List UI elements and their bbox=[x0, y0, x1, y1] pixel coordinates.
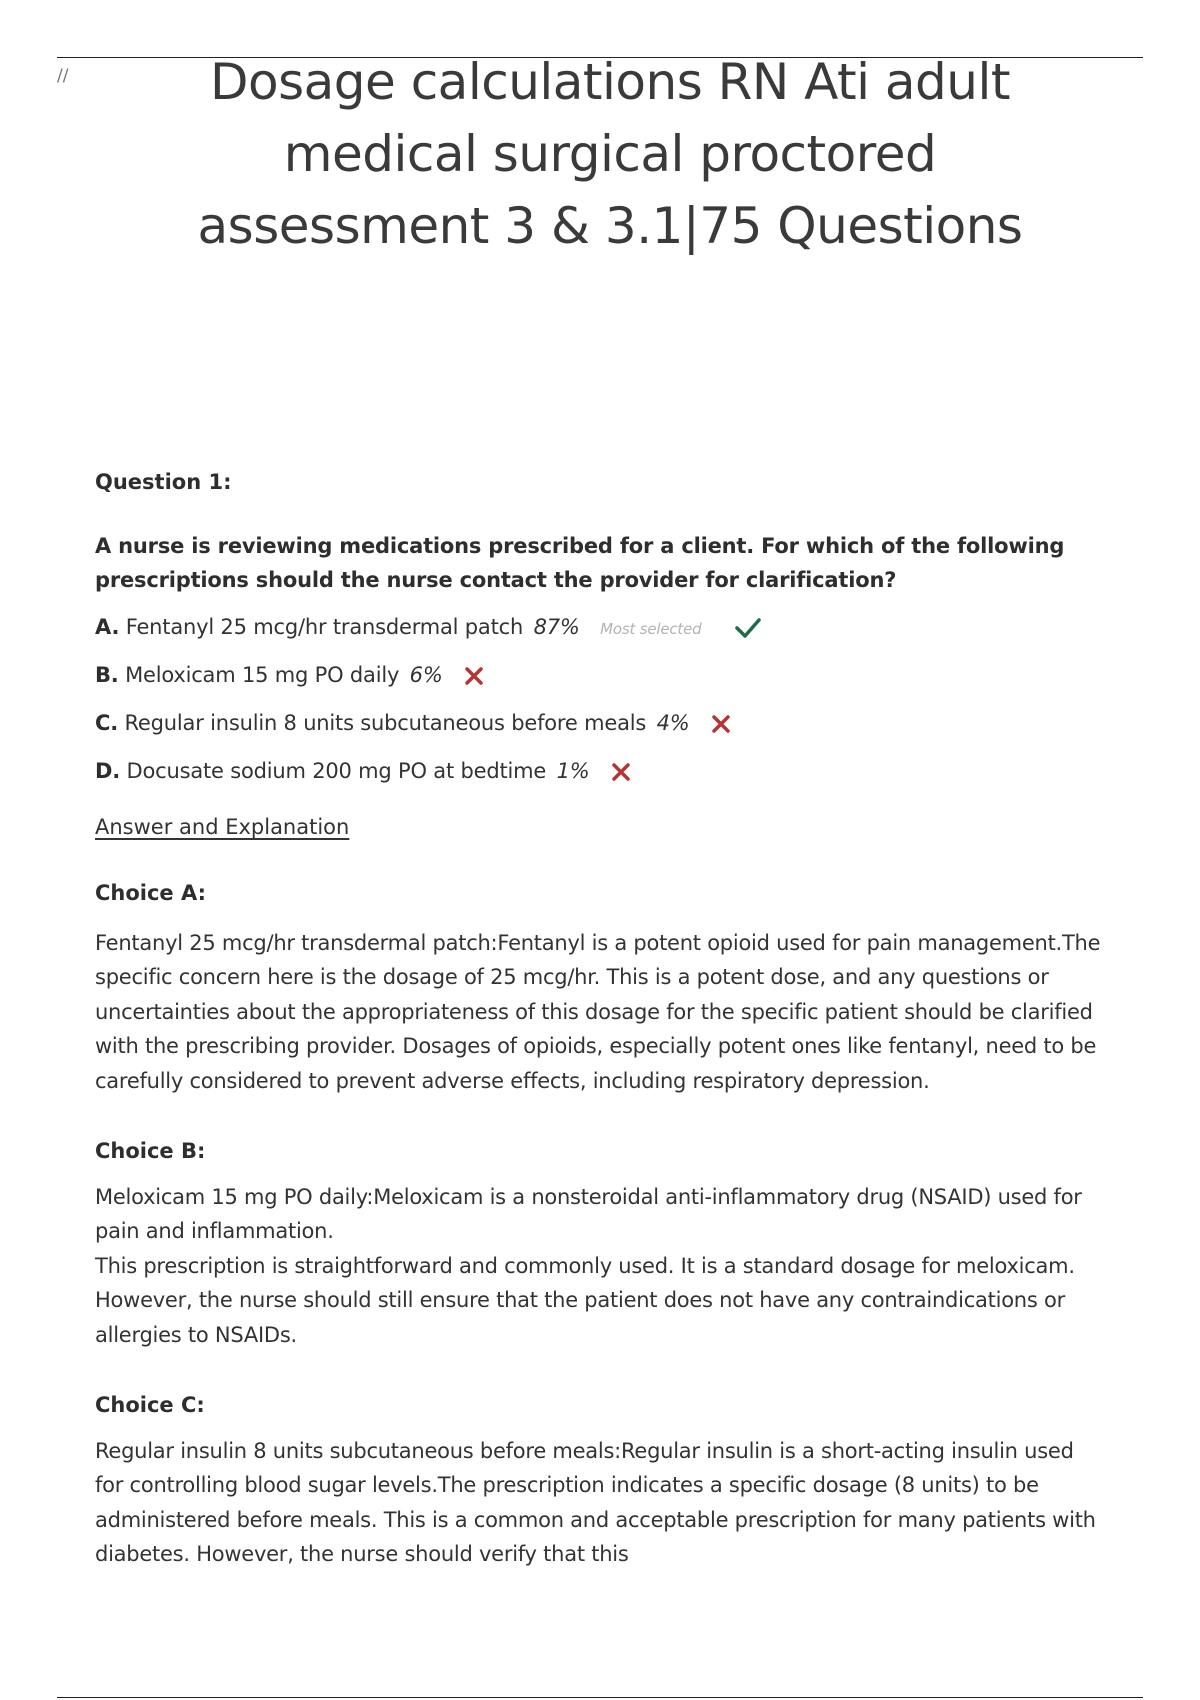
most-selected-tag: Most selected bbox=[600, 620, 702, 638]
answer-options bbox=[95, 607, 1105, 799]
option-percent: 87% bbox=[533, 615, 580, 639]
choice-b-explanation bbox=[95, 1180, 1105, 1352]
option-letter: D. bbox=[95, 759, 121, 783]
option-letter: B. bbox=[95, 663, 119, 687]
cross-icon bbox=[463, 665, 485, 687]
choice-b-paragraph-2: This prescription is straightforward and commonly used. It is a standard dosage for meloxicam. However, the nurse should still ensure that the patient does not have any contraindications or allergies to NSAIDs. bbox=[95, 1253, 1075, 1347]
choice-c-explanation: Regular insulin 8 units subcutaneous before meals:Regular insulin is a short-acting insulin used for controlling blood sugar levels.The prescription indicates a specific dosage (8 units) to be administered before meals. This is a common and acceptable prescription for many patients with diabetes. However, the nurse should verify that this bbox=[95, 1439, 1096, 1567]
option-text: Regular insulin 8 units subcutaneous before meals bbox=[124, 711, 647, 735]
page-title: Dosage calculations RN Ati adult medical surgical proctored assessment 3 & 3.1|75 Questions bbox=[197, 53, 1023, 255]
question-heading: Question 1: bbox=[95, 470, 232, 494]
cross-icon bbox=[710, 713, 732, 735]
option-percent: 4% bbox=[656, 711, 690, 735]
option-percent: 6% bbox=[409, 663, 443, 687]
answer-explanation-link[interactable]: Answer and Explanation bbox=[95, 815, 350, 839]
option-d[interactable] bbox=[95, 751, 1105, 799]
option-text: Fentanyl 25 mcg/hr transdermal patch bbox=[125, 615, 524, 639]
option-b[interactable] bbox=[95, 655, 1105, 703]
header-marker: // bbox=[57, 66, 69, 86]
question-stem: A nurse is reviewing medications prescribed for a client. For which of the following prescriptions should the nurse contact the provider for clarification? bbox=[95, 534, 1065, 592]
option-letter: C. bbox=[95, 711, 118, 735]
option-text: Docusate sodium 200 mg PO at bedtime bbox=[126, 759, 547, 783]
choice-a-explanation: Fentanyl 25 mcg/hr transdermal patch:Fentanyl is a potent opioid used for pain management.The specific concern here is the dosage of 25 mcg/hr. This is a potent dose, and any questions or uncertainties about the appropriateness of this dosage for the specific patient should be clarified with the prescribing provider. Dosages of opioids, especially potent ones like fentanyl, need to be carefully considered to prevent adverse effects, including respiratory depression. bbox=[95, 931, 1101, 1093]
option-percent: 1% bbox=[556, 759, 590, 783]
check-icon bbox=[734, 616, 762, 640]
question-block bbox=[95, 464, 1105, 1572]
bottom-rule bbox=[57, 1697, 1143, 1698]
choice-a-heading: Choice A: bbox=[95, 881, 207, 905]
cross-icon bbox=[610, 761, 632, 783]
choice-c-heading: Choice C: bbox=[95, 1393, 205, 1418]
option-a[interactable] bbox=[95, 607, 1105, 655]
choice-b-heading: Choice B: bbox=[95, 1139, 206, 1164]
option-text: Meloxicam 15 mg PO daily bbox=[125, 663, 400, 687]
option-letter: A. bbox=[95, 615, 120, 639]
option-c[interactable] bbox=[95, 703, 1105, 751]
choice-b-paragraph-1: Meloxicam 15 mg PO daily:Meloxicam is a nonsteroidal anti-inflammatory drug (NSAID) used for pain and inflammation. bbox=[95, 1185, 1082, 1244]
